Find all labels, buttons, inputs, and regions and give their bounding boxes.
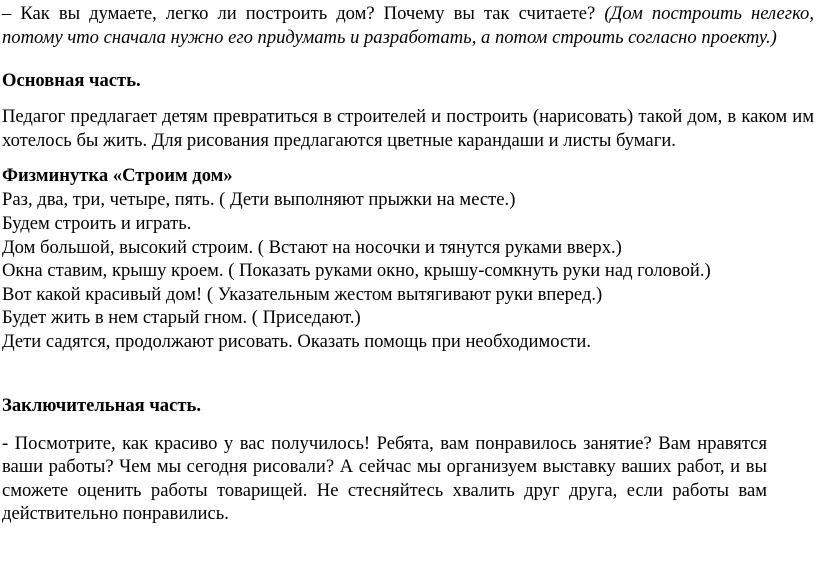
fizminutka-heading: Физминутка «Строим дом» bbox=[2, 165, 233, 187]
fizminutka-line: Дом большой, высокий строим. ( Встают на носочки и тянутся руками вверх.) bbox=[2, 236, 622, 258]
fizminutka-line: Вот какой красивый дом! ( Указательным жестом вытягивают руки вперед.) bbox=[2, 283, 603, 305]
fizminutka-line: Раз, два, три, четыре, пять. ( Дети выполняют прыжки на месте.) bbox=[2, 189, 516, 211]
main-part-heading: Основная часть. bbox=[2, 70, 141, 92]
intro-question: – Как вы думаете, легко ли построить дом? Почему вы так считаете? bbox=[2, 3, 605, 24]
fizminutka-line: Будем строить и играть. bbox=[2, 212, 192, 234]
final-part-heading: Заключительная часть. bbox=[2, 394, 201, 416]
main-part-paragraph: Педагог предлагает детям превратиться в строителей и построить (нарисовать) такой дом, в каком им хотелось бы жить. Для рисования предлагаются цветные карандаши и листы бумаги. bbox=[2, 106, 814, 151]
fizminutka-line: Окна ставим, крышу кроем. ( Показать руками окно, крышу-сомкнуть руки над головой.) bbox=[2, 260, 711, 282]
intro-answer: (Дом построить нелегко, потому что сначала нужно его придумать и разработать, а потом строить согласно проекту.) bbox=[2, 3, 814, 48]
fizminutka-line: Дети садятся, продолжают рисовать. Оказать помощь при необходимости. bbox=[2, 330, 591, 352]
fizminutka-lines bbox=[2, 188, 816, 353]
final-part-paragraph: - Посмотрите, как красиво у вас получилось! Ребята, вам понравилось занятие? Вам нравятся ваши работы? Чем мы сегодня рисовали? А сейчас мы организуем выставку ваших работ, и вы сможете оценить работы товарищей. Не стесняйтесь хвалить друг друга, если работы вам действительно понравились. bbox=[2, 432, 767, 525]
intro-paragraph bbox=[2, 2, 814, 49]
fizminutka-line: Будет жить в нем старый гном. ( Приседают.) bbox=[2, 307, 361, 329]
